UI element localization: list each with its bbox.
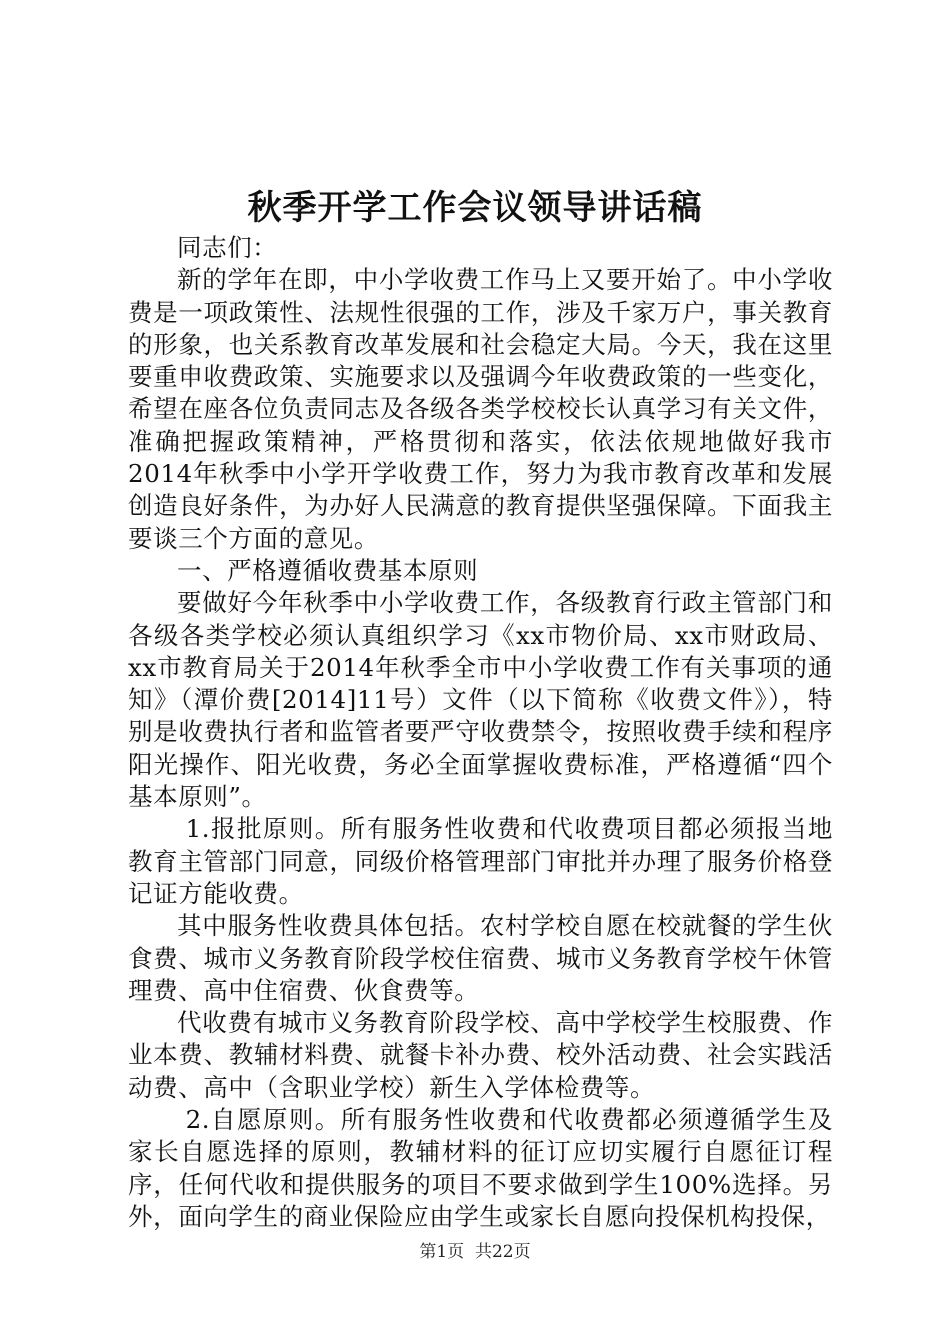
page-footer — [0, 1240, 950, 1264]
principle-2-paragraph: 2.自愿原则。所有服务性收费和代收费都必须遵循学生及家长自愿选择的原则，教辅材料的征订应切实履行自愿征订程序，任何代收和提供服务的项目不要求做到学生100%选择。另外，面向学生的商业保险应由学生或家长自愿向投保机构投保， — [128, 1105, 833, 1231]
intro-paragraph: 新的学年在即，中小学收费工作马上又要开始了。中小学收费是一项政策性、法规性很强的工作，涉及千家万户，事关教育的形象，也关系教育改革发展和社会稳定大局。今天，我在这里要重申收费政策、实施要求以及强调今年收费政策的一些变化，希望在座各位负责同志及各级各类学校校长认真学习有关文件，准确把握政策精神，严格贯彻和落实，依法依规地做好我市2014年秋季中小学开学收费工作，努力为我市教育改革和发展创造良好条件，为办好人民满意的教育提供坚强保障。下面我主要谈三个方面的意见。 — [128, 265, 833, 553]
document-title: 秋季开学工作会议领导讲话稿 — [247, 188, 703, 228]
collection-fee-paragraph: 代收费有城市义务教育阶段学校、高中学校学生校服费、作业本费、教辅材料费、就餐卡补办费、校外活动费、社会实践活动费、高中（含职业学校）新生入学体检费等。 — [128, 1008, 833, 1102]
section-heading: 一、严格遵循收费基本原则 — [177, 555, 479, 585]
principle-1-paragraph: 1.报批原则。所有服务性收费和代收费项目都必须报当地教育主管部门同意，同级价格管理部门审批并办理了服务价格登记证方能收费。 — [128, 814, 833, 908]
salutation-paragraph: 同志们： — [177, 233, 278, 262]
section-paragraph: 要做好今年秋季中小学收费工作，各级教育行政主管部门和各级各类学校必须认真组织学习《xx市物价局、xx市财政局、xx市教育局关于2014年秋季全市中小学收费工作有关事项的通知》（潭价费[2014]11号）文件（以下简称《收费文件》），特别是收费执行者和监管者要严守收费禁令，按照收费手续和程序阳光操作、阳光收费，务必全面掌握收费标准，严格遵循“四个基本原则”。 — [128, 588, 833, 812]
service-fee-paragraph: 其中服务性收费具体包括。农村学校自愿在校就餐的学生伙食费、城市义务教育阶段学校住宿费、城市义务教育学校午休管理费、高中住宿费、伙食费等。 — [128, 911, 833, 1005]
page-number-label: 第1页 共22页 — [419, 1242, 531, 1262]
document-body — [128, 232, 833, 1233]
